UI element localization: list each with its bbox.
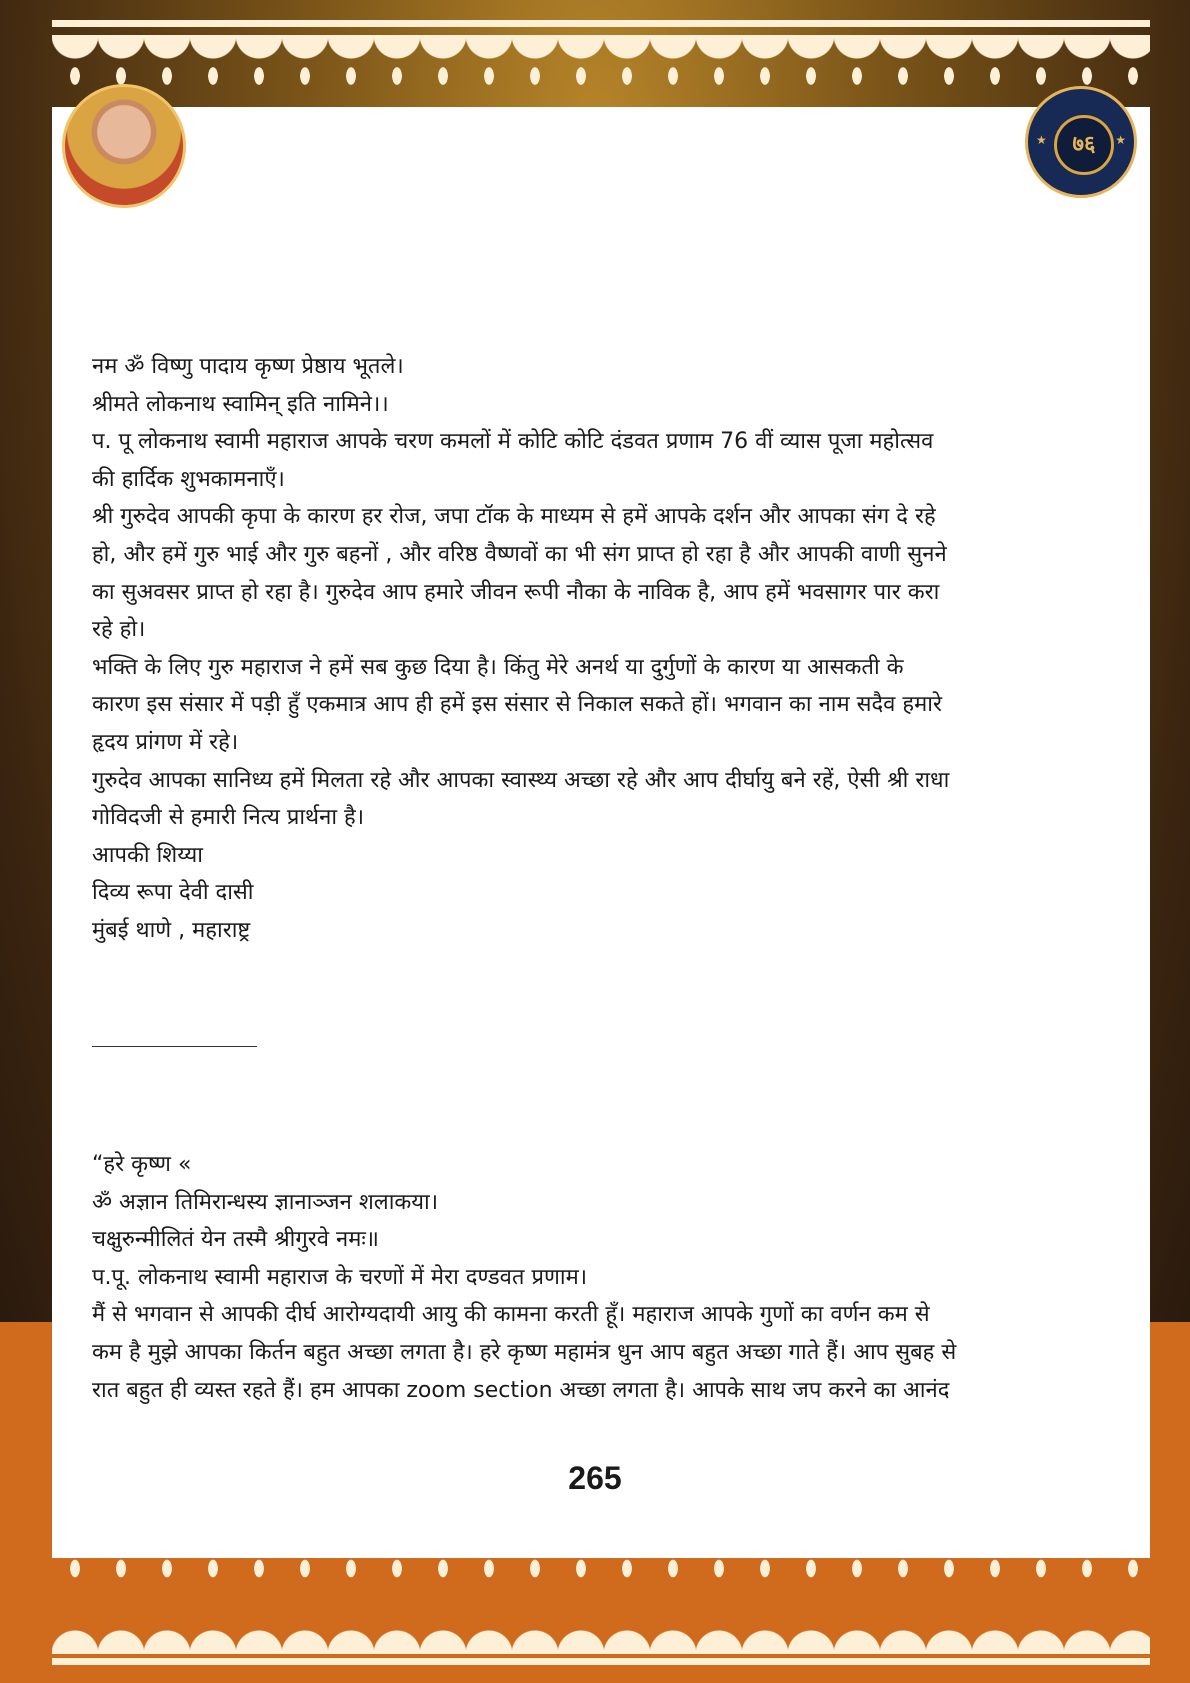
text-line: कारण इस संसार में पड़ी हुँ एकमात्र आप ही हमें इस संसार से निकाल सकते हों। भगवान का नाम सदैव हमारे (92, 692, 942, 718)
text-line: कम है मुझे आपका किर्तन बहुत अच्छा लगता है। हरे कृष्ण महामंत्र धुन आप बहुत अच्छा गाते हैं। आप सुबह से (92, 1340, 957, 1365)
text-line: दिव्य रूपा देवी दासी (92, 880, 254, 906)
star-icon: ★ (1115, 133, 1126, 147)
text-line: श्री गुरुदेव आपकी कृपा के कारण हर रोज, जपा टॉक के माध्यम से हमें आपके दर्शन और आपका संग दे रहे (92, 504, 936, 530)
star-icon: ★ (1036, 133, 1047, 147)
text-line: चक्षुरुन्मीलितं येन तस्मै श्रीगुरवे नमः॥ (92, 1227, 379, 1253)
text-line: नम ॐ विष्णु पादाय कृष्ण प्रेष्ठाय भूतले। (92, 354, 404, 379)
text-line: हो, और हमें गुरु भाई और गुरु बहनों , और वरिष्ठ वैष्णवों का भी संग प्राप्त हो रहा है और आपकी वाणी सुनने (92, 542, 947, 567)
top-scallop-border (52, 35, 1150, 63)
text-line: का सुअवसर प्राप्त हो रहा है। गुरुदेव आप हमारे जीवन रूपी नौका के नाविक है, आप हमें भवसागर पार करा (92, 579, 940, 605)
text-line: मुंबई थाणे , महाराष्ट्र (92, 918, 251, 943)
vyasa-puja-logo (1025, 86, 1137, 198)
separator-line (92, 1046, 257, 1047)
text-line: की हार्दिक शुभकामनाएँ। (92, 466, 285, 492)
text-line: “हरे कृष्ण « (92, 1152, 192, 1177)
text-line: आपकी शिय्या (92, 842, 203, 868)
text-line: प. पू लोकनाथ स्वामी महाराज आपके चरण कमलों में कोटि कोटि दंडवत प्रणाम 76 वीं व्यास पूजा महोत्सव (92, 429, 934, 455)
text-line: रहे हो। (92, 617, 146, 643)
text-line: भक्ति के लिए गुरु महाराज ने हमें सब कुछ दिया है। किंतु मेरे अनर्थ या दुर्गुणों के कारण या आसकती के (92, 654, 904, 680)
text-line: ॐ अज्ञान तिमिरान्धस्य ज्ञानाञ्जन शलाकया। (92, 1189, 439, 1215)
bottom-scallop-border (52, 1626, 1150, 1654)
bottom-border-line (52, 1658, 1150, 1665)
text-line: रात बहुत ही व्यस्त रहते हैं। हम आपका zoom section अच्छा लगता है। आपके साथ जप करने का आनंद (92, 1377, 950, 1403)
logo-number: ७६ (1054, 115, 1114, 175)
text-line: मैं से भगवान से आपकी दीर्घ आरोग्यदायी आयु की कामना करती हूँ। महाराज आपके गुणों का वर्णन कम से (92, 1302, 930, 1328)
guru-portrait (62, 84, 186, 208)
text-line: गोविदजी से हमारी नित्य प्रार्थना है। (92, 805, 365, 831)
top-border-line (52, 20, 1150, 27)
text-line: प.पू. लोकनाथ स्वामी महाराज के चरणों में मेरा दण्डवत प्रणाम। (92, 1264, 588, 1290)
text-line: श्रीमते लोकनाथ स्वामिन् इति नामिने।। (92, 391, 389, 417)
text-line: हृदय प्रांगण में रहे। (92, 730, 239, 755)
text-line: गुरुदेव आपका सानिध्य हमें मिलता रहे और आपका स्वास्थ्य अच्छा रहे और आप दीर्घायु बने रहें, ऐसी श्री राधा (92, 767, 950, 793)
top-dot-border (52, 60, 1150, 92)
bottom-dot-border (52, 1558, 1150, 1622)
page-number: 265 (568, 1460, 622, 1496)
